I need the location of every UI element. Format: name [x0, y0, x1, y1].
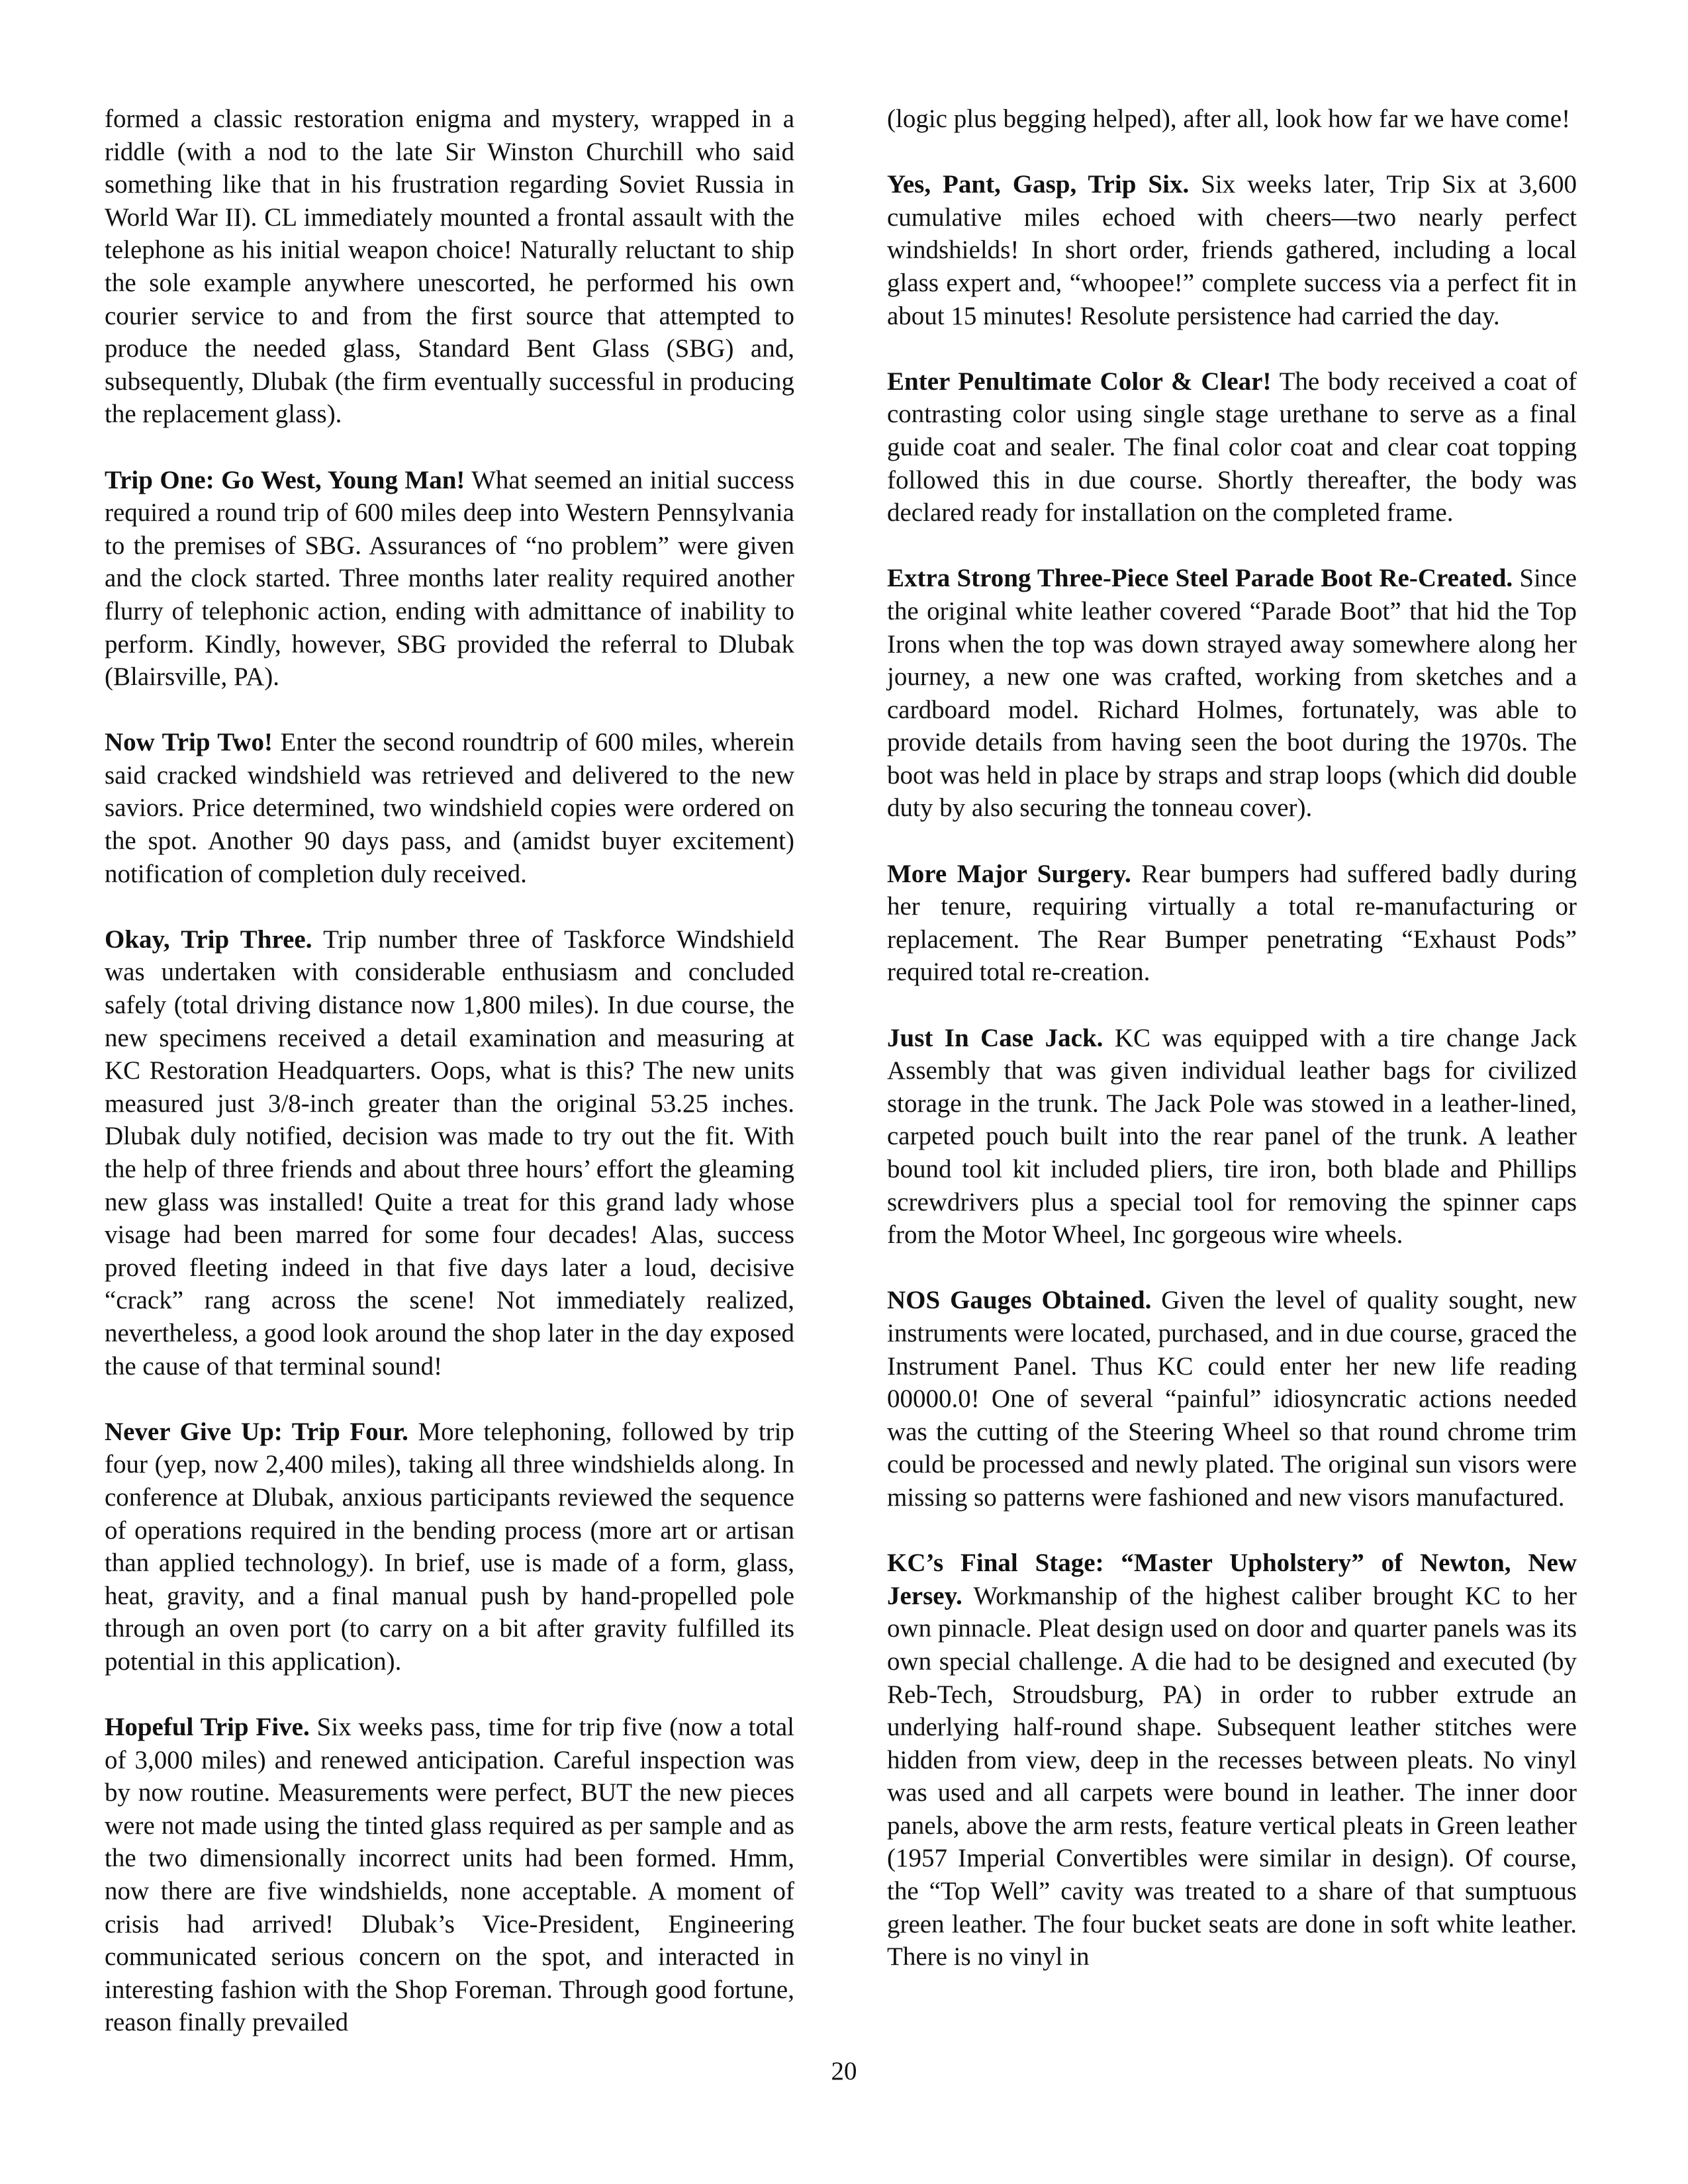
left-column	[105, 103, 794, 2072]
paragraph-text: Workmanship of the highest caliber brought KC to her own pinnacle. Pleat design used on door and quarter panels was its own special challenge. A die had to be designed and executed (by Reb-Tech, Stroudsburg, PA) in order to rubber extrude an underlying half-round shape. Subsequent leather stitches were hidden from view, deep in the recesses between pleats. No vinyl was used and all carpets were bound in leather. The inner door panels, above the arm rests, feature vertical pleats in Green leather (1957 Imperial Convertibles were similar in design). Of course, the “Top Well” cavity was treated to a share of that sumptuous green leather. The four bucket seats are done in soft white leather. There is no vinyl in	[887, 1581, 1577, 1972]
paragraph	[887, 103, 1577, 136]
paragraph	[887, 1284, 1577, 1514]
paragraph	[105, 726, 794, 890]
paragraph	[105, 1711, 794, 2039]
paragraph	[887, 1022, 1577, 1251]
right-column	[887, 103, 1577, 2006]
paragraph-heading: Just In Case Jack.	[887, 1023, 1103, 1052]
paragraph	[105, 103, 794, 431]
paragraph-text: The body received a coat of contrasting color using single stage urethane to serve as a final guide coat and sealer. The final color coat and clear coat topping followed this in due course. Shortly thereafter, the body was declared ready for installation on the completed frame.	[887, 367, 1577, 527]
paragraph-text: KC was equipped with a tire change Jack Assembly that was given individual leather bags for civilized storage in the trunk. The Jack Pole was stowed in a leather-lined, carpeted pouch built into the rear panel of the trunk. A leather bound tool kit included pliers, tire iron, both blade and Phillips screwdrivers plus a special tool for removing the spinner caps from the Motor Wheel, Inc gorgeous wire wheels.	[887, 1023, 1577, 1250]
paragraph-heading: More Major Surgery.	[887, 859, 1131, 888]
paragraph-text: More telephoning, followed by trip four (yep, now 2,400 miles), taking all three windshields along. In conference at Dlubak, anxious participants reviewed the sequence of operations required in the bending process (more art or artisan than applied technology). In brief, use is made of a form, glass, heat, gravity, and a final manual push by hand-propelled pole through an oven port (to carry on a bit after gravity fulfilled its potential in this application).	[105, 1417, 794, 1676]
page-number: 20	[831, 2057, 857, 2085]
paragraph-heading: Okay, Trip Three.	[105, 925, 312, 954]
paragraph-text: Six weeks pass, time for trip five (now a total of 3,000 miles) and renewed anticipation. Careful inspection was by now routine. Measurements were perfect, BUT the new pieces were not made using the tinted glass required as per sample and as the two dimensionally incorrect units had been formed. Hmm, now there are five windshields, none acceptable. A moment of crisis had arrived! Dlubak’s Vice-President, Engineering communicated serious concern on the spot, and interacted in interesting fashion with the Shop Foreman. Through good fortune, reason finally prevailed	[105, 1713, 794, 2037]
paragraph-text: (logic plus begging helped), after all, look how far we have come!	[887, 105, 1571, 133]
paragraph-heading: NOS Gauges Obtained.	[887, 1286, 1152, 1315]
paragraph-heading: Yes, Pant, Gasp, Trip Six.	[887, 170, 1190, 199]
paragraph	[105, 1416, 794, 1678]
paragraph	[887, 1547, 1577, 1974]
paragraph-text: formed a classic restoration enigma and mystery, wrapped in a riddle (with a nod to the late Sir Winston Churchill who said something like that in his frustration regarding Soviet Russia in World War II). CL immediately mounted a frontal assault with the telephone as his initial weapon choice! Naturally reluctant to ship the sole example anywhere unescorted, he performed his own courier service to and from the first source that attempted to produce the needed glass, Standard Bent Glass (SBG) and, subsequently, Dlubak (the firm eventually successful in producing the replacement glass).	[105, 105, 794, 429]
paragraph	[887, 168, 1577, 332]
paragraph-text: Trip number three of Taskforce Windshield was undertaken with considerable enthusiasm and concluded safely (total driving distance now 1,800 miles). In due course, the new specimens received a detail examination and measuring at KC Restoration Headquarters. Oops, what is this? The new units measured just 3/8-inch greater than the original 53.25 inches. Dlubak duly notified, decision was made to try out the fit. With the help of three friends and about three hours’ effort the gleaming new glass was installed! Quite a treat for this grand lady whose visage had been marred for some four decades! Alas, success proved fleeting indeed in that five days later a loud, decisive “crack” rang across the scene! Not immediately realized, nevertheless, a good look around the shop later in the day exposed the cause of that terminal sound!	[105, 925, 794, 1381]
paragraph-heading: Extra Strong Three-Piece Steel Parade Boot Re-Created.	[887, 564, 1513, 593]
paragraph-heading: Now Trip Two!	[105, 728, 273, 757]
paragraph	[105, 923, 794, 1383]
paragraph-text: What seemed an initial success required a round trip of 600 miles deep into Western Pennsylvania to the premises of SBG. Assurances of “no problem” were given and the clock started. Three months later reality required another flurry of telephonic action, ending with admittance of inability to perform. Kindly, however, SBG provided the referral to Dlubak (Blairsville, PA).	[105, 465, 794, 692]
paragraph-heading: Enter Penultimate Color & Clear!	[887, 367, 1272, 396]
paragraph-text: Six weeks later, Trip Six at 3,600 cumulative miles echoed with cheers—two nearly perfect windshields! In short order, friends gathered, including a local glass expert and, “whoopee!” complete success via a perfect fit in about 15 minutes! Resolute persistence had carried the day.	[887, 170, 1577, 330]
paragraph-text: Rear bumpers had suffered badly during her tenure, requiring virtually a total re-manufacturing or replacement. The Rear Bumper penetrating “Exhaust Pods” required total re-creation.	[887, 859, 1577, 987]
paragraph-heading: Hopeful Trip Five.	[105, 1713, 310, 1742]
paragraph	[887, 858, 1577, 989]
paragraph-text: Enter the second roundtrip of 600 miles, wherein said cracked windshield was retrieved and delivered to the new saviors. Price determined, two windshield copies were ordered on the spot. Another 90 days pass, and (amidst buyer excitement) notification of completion duly received.	[105, 728, 794, 888]
paragraph	[105, 464, 794, 694]
paragraph-heading: Never Give Up: Trip Four.	[105, 1417, 408, 1446]
paragraph-text: Since the original white leather covered “Parade Boot” that hid the Top Irons when the top was down strayed away somewhere along her journey, a new one was crafted, working from sketches and a cardboard model. Richard Holmes, fortunately, was able to provide details from having seen the boot during the 1970s. The boot was held in place by straps and strap loops (which did double duty by also securing the tonneau cover).	[887, 564, 1577, 823]
paragraph-text: Given the level of quality sought, new instruments were located, purchased, and in due course, graced the Instrument Panel. Thus KC could enter her new life reading 00000.0! One of several “painful” idiosyncratic actions needed was the cutting of the Steering Wheel so that round chrome trim could be processed and newly plated. The original sun visors were missing so patterns were fashioned and new visors manufactured.	[887, 1286, 1577, 1512]
paragraph	[887, 365, 1577, 529]
paragraph-heading: KC’s Final Stage: “Master Upholstery” of Newton, New Jersey.	[887, 1549, 1577, 1610]
paragraph	[887, 562, 1577, 825]
paragraph-heading: Trip One: Go West, Young Man!	[105, 465, 465, 494]
